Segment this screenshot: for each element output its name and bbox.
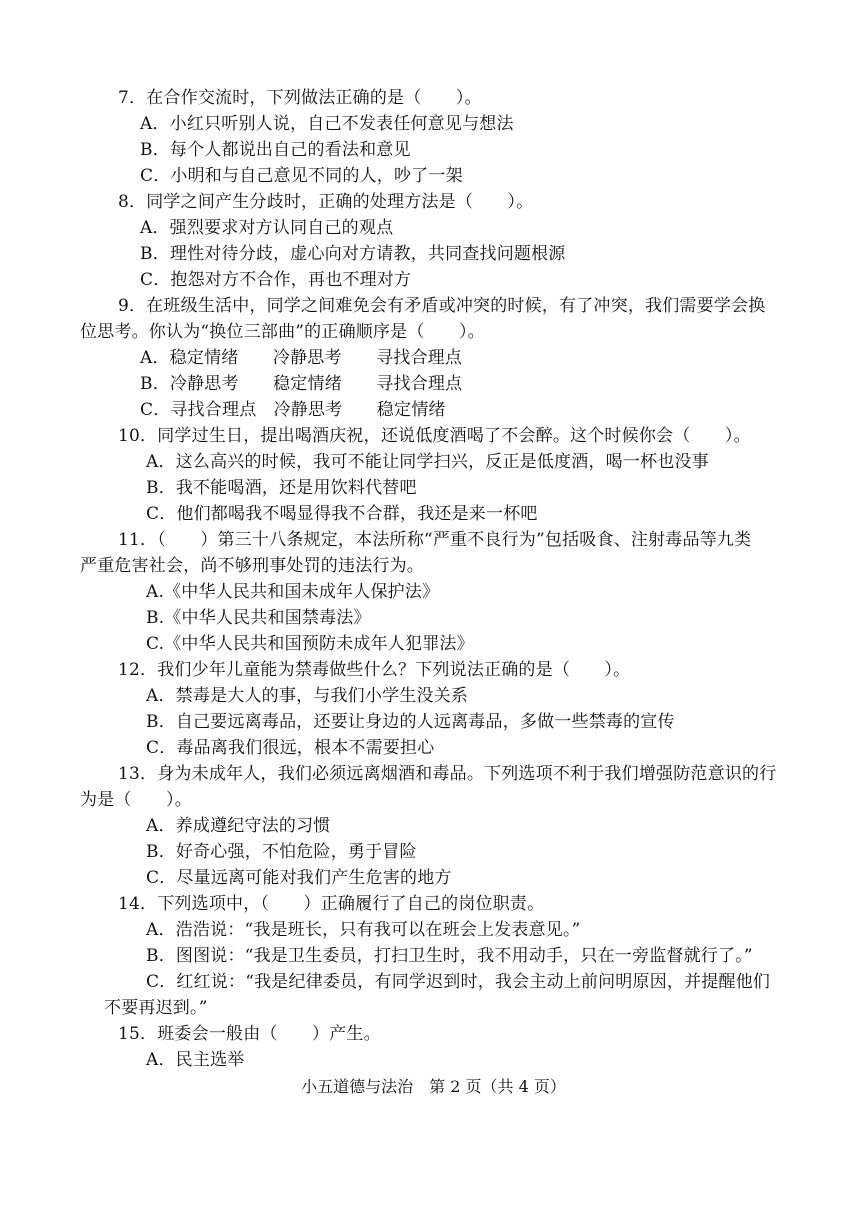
answer-option: A.《中华人民共和国未成年人保护法》 — [146, 582, 440, 602]
answer-option: A．小红只听别人说，自己不发表任何意见与想法 — [140, 114, 514, 134]
answer-option: A．民主选举 — [146, 1050, 245, 1070]
question-stem: 10．同学过生日，提出喝酒庆祝，还说低度酒喝了不会醉。这个时候你会（ ）。 — [118, 426, 751, 446]
question-stem: 14．下列选项中，（ ）正确履行了自己的岗位职责。 — [118, 894, 545, 914]
answer-option: C．抱怨对方不合作，再也不理对方 — [140, 270, 412, 290]
answer-option: B．理性对待分歧，虚心向对方请教，共同查找问题根源 — [140, 244, 566, 264]
answer-option: C．红红说：“我是纪律委员，有同学迟到时，我会主动上前问明原因，并提醒他们 — [146, 972, 771, 992]
page-footer: 小五道德与法治 第 2 页（共 4 页） — [301, 1077, 566, 1096]
answer-option-continuation: 不要再迟到。” — [104, 998, 208, 1018]
question-stem: 11．（ ）第三十八条规定，本法所称“严重不良行为”包括吸食、注射毒品等九类 — [118, 530, 752, 550]
answer-option: A．强烈要求对方认同自己的观点 — [140, 218, 394, 238]
answer-option: A．稳定情绪 冷静思考 寻找合理点 — [140, 348, 463, 368]
answer-option: A．浩浩说：“我是班长，只有我可以在班会上发表意见。” — [146, 920, 581, 940]
answer-option: C．毒品离我们很远，根本不需要担心 — [146, 738, 435, 758]
answer-option: A．禁毒是大人的事，与我们小学生没关系 — [146, 686, 469, 706]
question-stem-continuation: 严重危害社会，尚不够刑事处罚的违法行为。 — [80, 556, 424, 576]
question-stem: 12．我们少年儿童能为禁毒做些什么？下列说法正确的是（ ）。 — [118, 660, 631, 680]
question-stem-continuation: 为是（ ）。 — [80, 790, 192, 810]
answer-option: B．好奇心强，不怕危险，勇于冒险 — [146, 842, 417, 862]
answer-option: B．图图说：“我是卫生委员，打扫卫生时，我不用动手，只在一旁监督就行了。” — [146, 946, 753, 966]
answer-option: B．我不能喝酒，还是用饮料代替吧 — [146, 478, 417, 498]
answer-option: B．冷静思考 稳定情绪 寻找合理点 — [140, 374, 463, 394]
question-stem: 7．在合作交流时，下列做法正确的是（ ）。 — [118, 88, 482, 108]
answer-option: B.《中华人民共和国禁毒法》 — [146, 608, 371, 628]
question-stem: 13．身为未成年人，我们必须远离烟酒和毒品。下列选项不利于我们增强防范意识的行 — [118, 764, 777, 784]
answer-option: A．养成遵纪守法的习惯 — [146, 816, 331, 836]
answer-option: C．寻找合理点 冷静思考 稳定情绪 — [140, 400, 446, 420]
answer-option: C．他们都喝我不喝显得我不合群，我还是来一杯吧 — [146, 504, 538, 524]
answer-option: B．自己要远离毒品，还要让身边的人远离毒品，多做一些禁毒的宣传 — [146, 712, 675, 732]
question-stem: 8．同学之间产生分歧时，正确的处理方法是（ ）。 — [118, 192, 534, 212]
answer-option: C.《中华人民共和国预防未成年人犯罪法》 — [146, 634, 474, 654]
answer-option: A．这么高兴的时候，我可不能让同学扫兴，反正是低度酒，喝一杯也没事 — [146, 452, 709, 472]
question-stem: 9．在班级生活中，同学之间难免会有矛盾或冲突的时候，有了冲突，我们需要学会换 — [118, 296, 766, 316]
answer-option: B．每个人都说出自己的看法和意见 — [140, 140, 411, 160]
question-stem-continuation: 位思考。你认为“换位三部曲”的正确顺序是（ ）。 — [80, 322, 485, 342]
answer-option: C．小明和与自己意见不同的人，吵了一架 — [140, 166, 463, 186]
answer-option: C．尽量远离可能对我们产生危害的地方 — [146, 868, 452, 888]
question-stem: 15．班委会一般由（ ）产生。 — [118, 1024, 381, 1044]
